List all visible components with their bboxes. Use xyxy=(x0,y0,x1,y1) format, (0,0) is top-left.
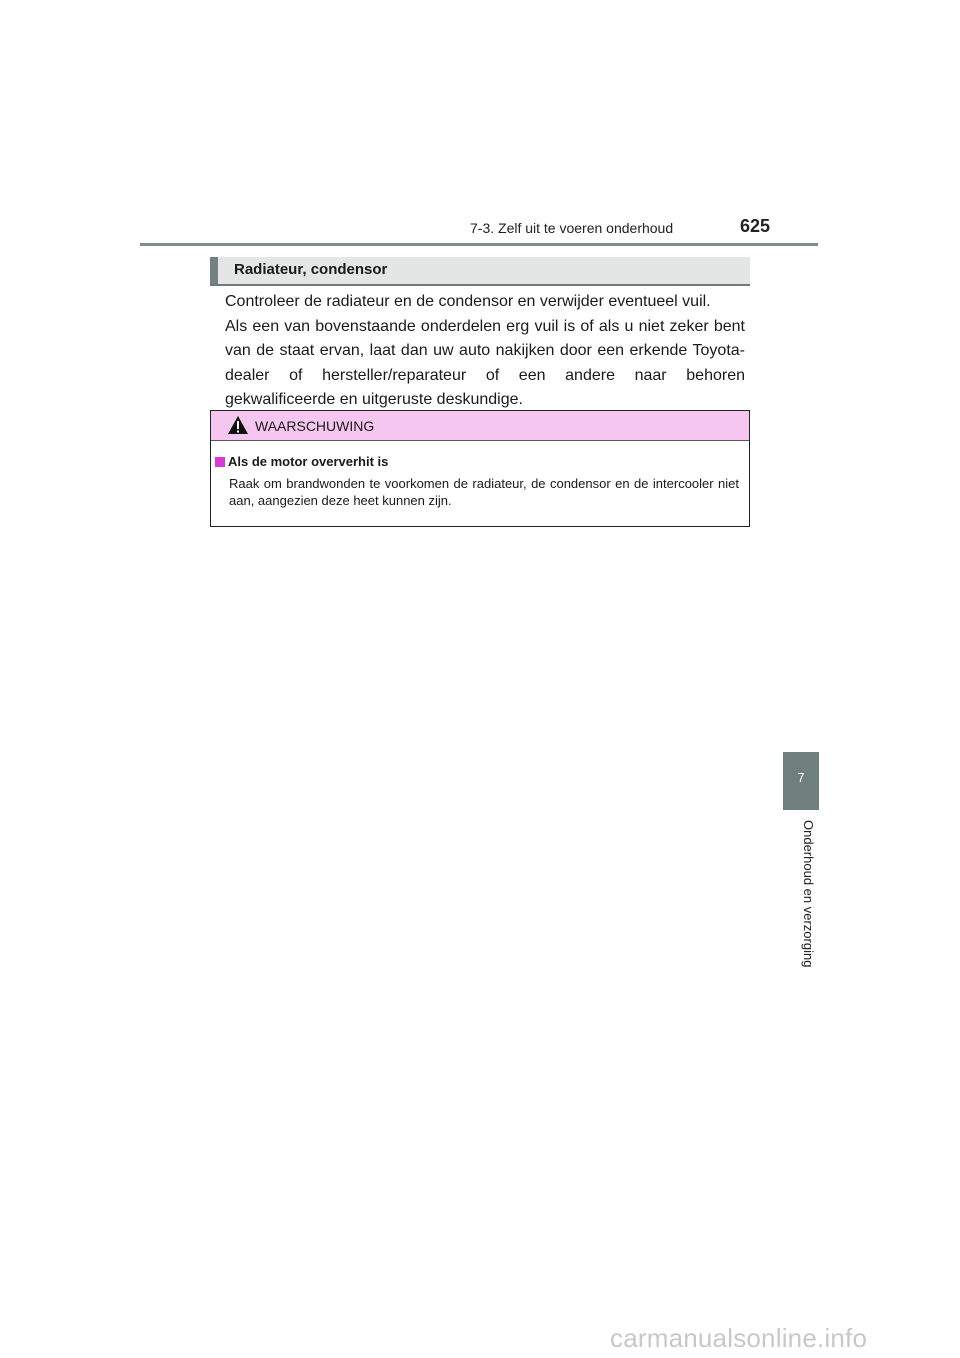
chapter-tab xyxy=(783,752,819,810)
warning-item-marker-icon xyxy=(215,457,225,467)
warning-header xyxy=(211,411,749,441)
warning-item-text: Raak om brandwonden te voorkomen de radiateur, de condensor en de intercooler niet aan, aangezien deze heet kunnen zijn. xyxy=(229,476,739,508)
warning-box xyxy=(210,410,750,527)
warning-item-title: Als de motor oververhit is xyxy=(228,454,389,469)
section-title: Radiateur, condensor xyxy=(234,261,388,278)
body-paragraph: Als een van bovenstaande onderdelen erg vuil is of als u niet zeker bent van de staat ervan, laat dan uw auto nakijken door een erkende Toyota-dealer of hersteller/reparateur of een andere naar behoren gekwalificeerde en uitgeruste deskundige. xyxy=(225,317,745,409)
header-section-label: 7-3. Zelf uit te voeren onderhoud xyxy=(470,220,674,236)
warning-title: WAARSCHUWING xyxy=(255,418,375,434)
body-line-1: Controleer de radiateur en de condensor en verwijder eventueel vuil. xyxy=(225,293,711,310)
chapter-side-title: Onderhoud en verzorging xyxy=(801,820,816,968)
warning-triangle-icon xyxy=(227,415,249,435)
body-text xyxy=(225,290,745,413)
chapter-number: 7 xyxy=(797,770,805,785)
section-heading-underline xyxy=(210,284,750,286)
page-number: 625 xyxy=(740,216,771,236)
footer-watermark: carmanualsonline.info xyxy=(610,1323,868,1353)
section-heading xyxy=(210,257,750,284)
header-divider xyxy=(140,243,818,246)
